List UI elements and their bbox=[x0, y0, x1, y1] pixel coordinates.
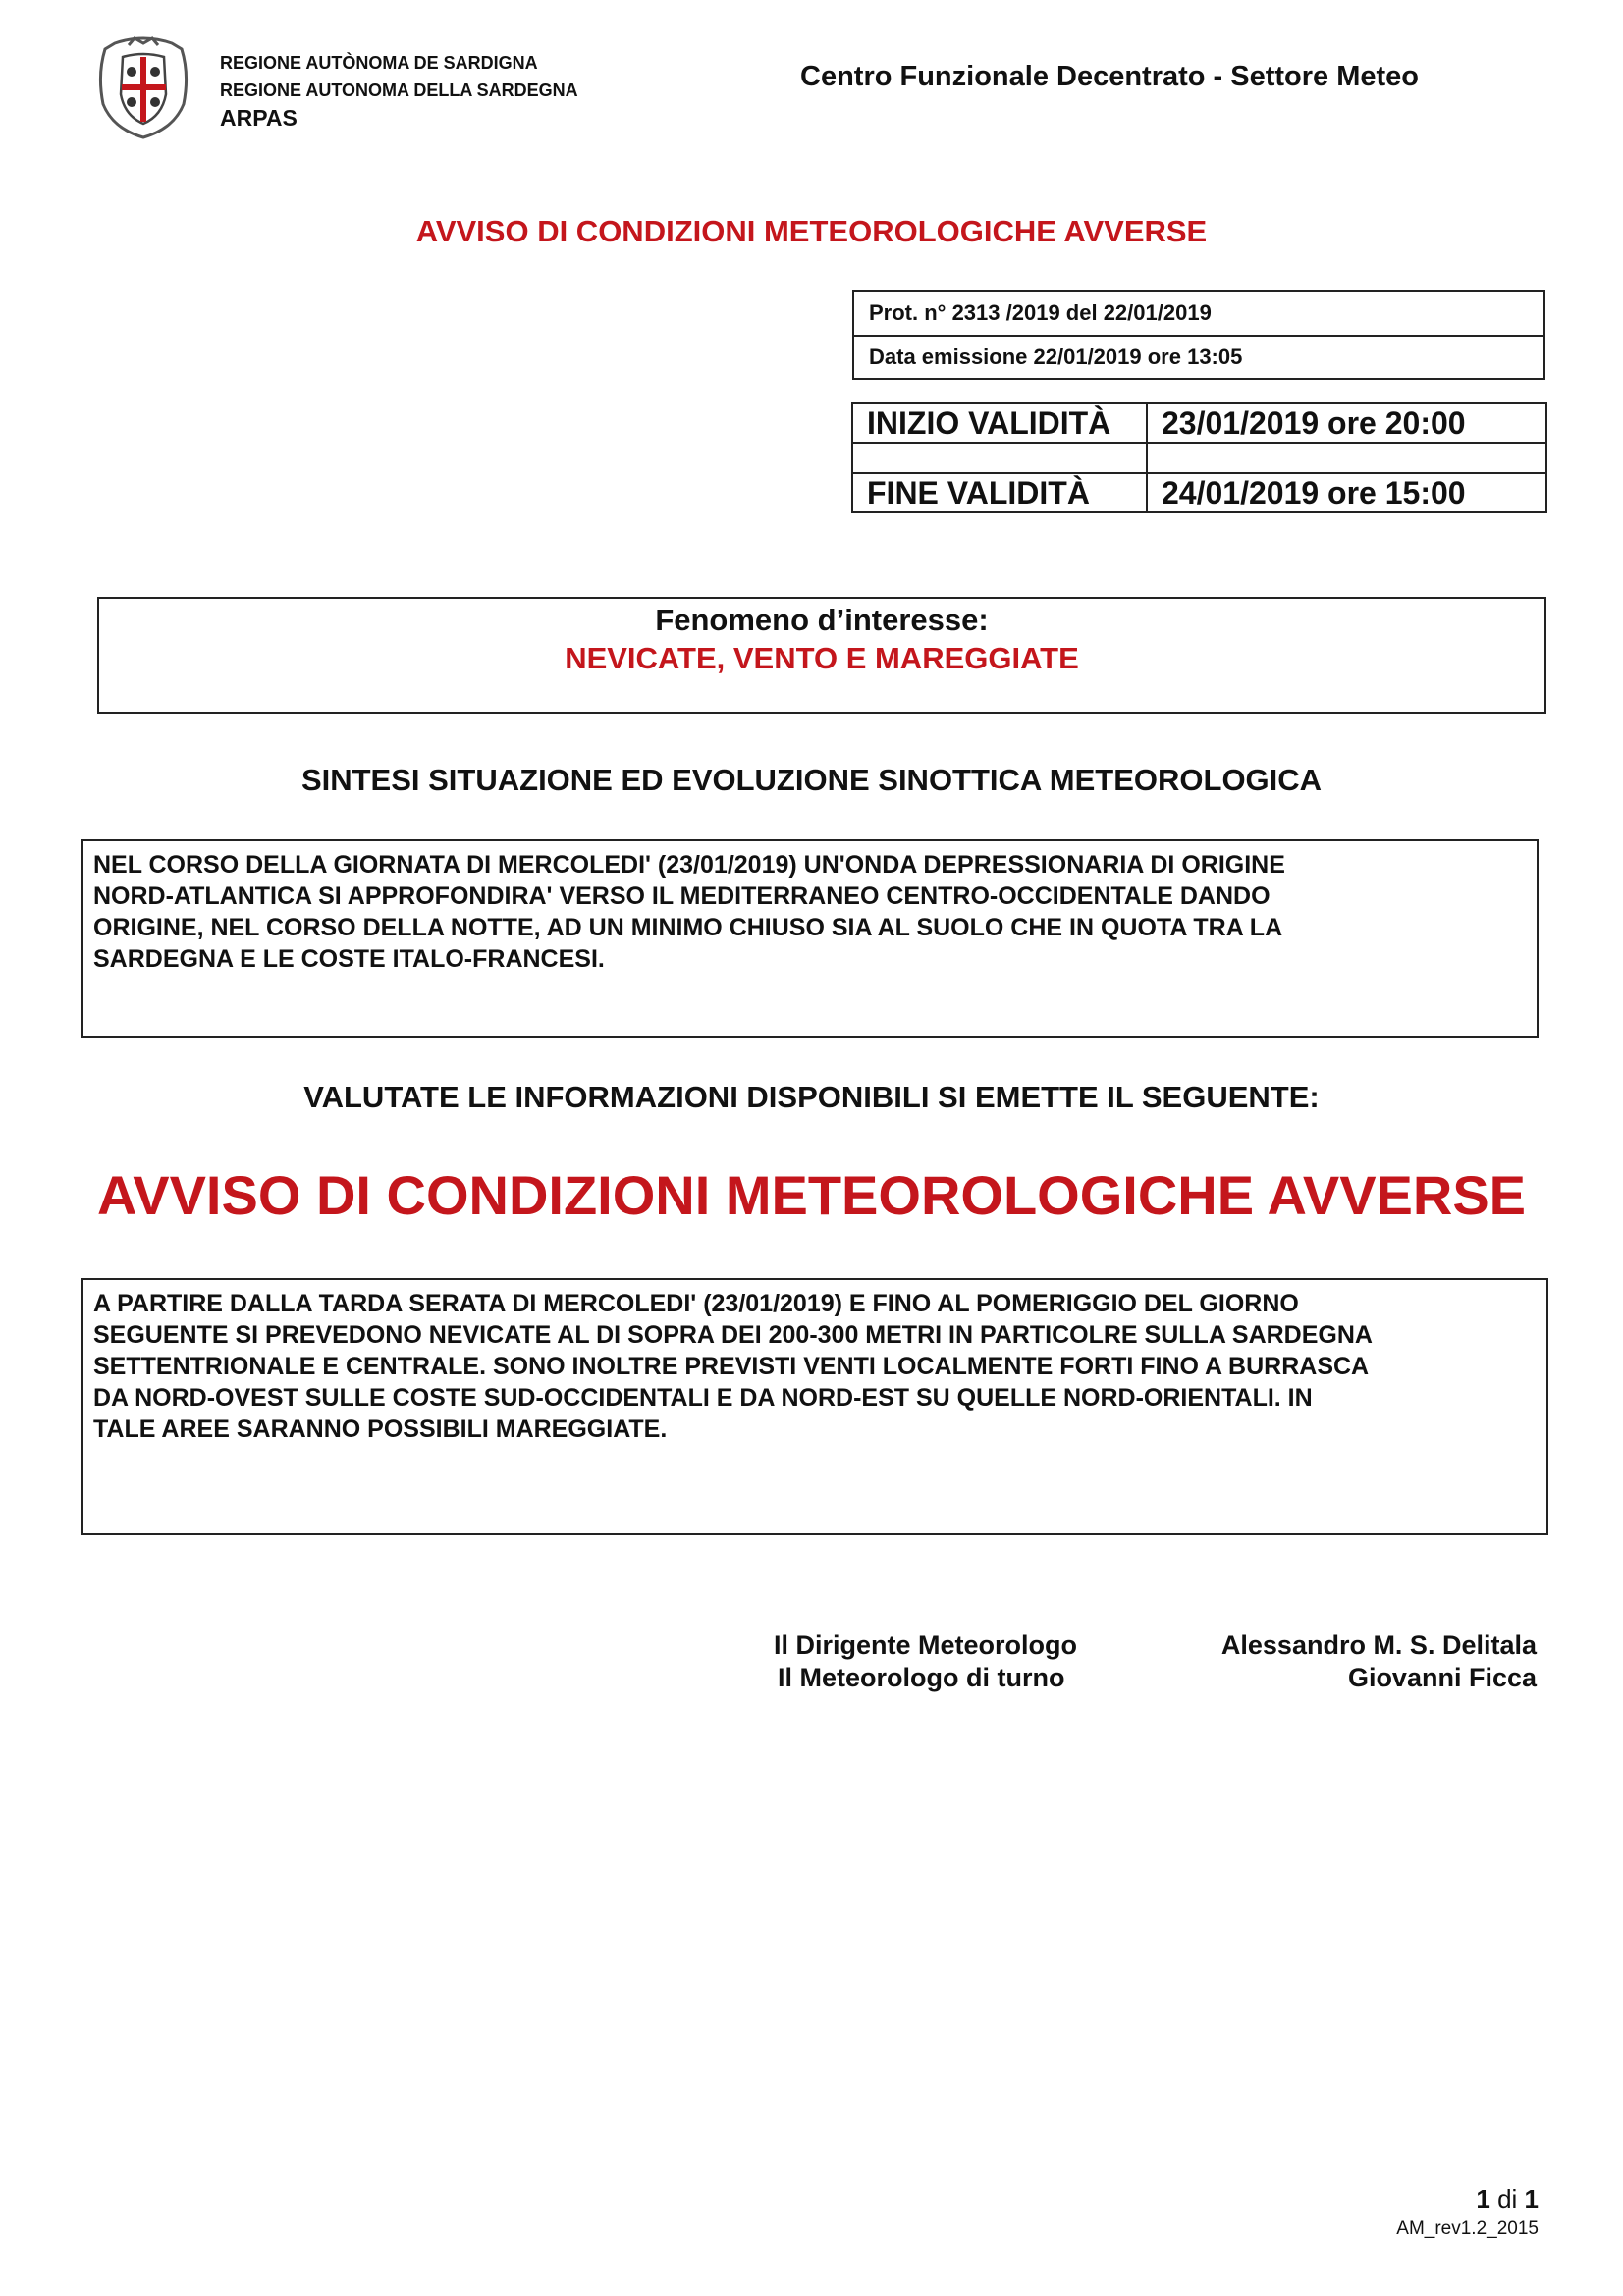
agency-name: ARPAS bbox=[220, 105, 298, 131]
signature-names bbox=[1129, 1629, 1537, 1694]
validity-end-label: FINE VALIDITÀ bbox=[852, 473, 1147, 512]
signature-roles bbox=[774, 1629, 1098, 1694]
notice-line: DA NORD-OVEST SULLE COSTE SUD-OCCIDENTALI E DA NORD-EST SU QUELLE NORD-ORIENTALI. IN bbox=[93, 1384, 1313, 1412]
synopsis-line: NORD-ATLANTICA SI APPROFONDIRA' VERSO IL MEDITERRANEO CENTRO-OCCIDENTALE DANDO bbox=[93, 882, 1271, 910]
notice-line: SEGUENTE SI PREVEDONO NEVICATE AL DI SOPRA DEI 200-300 METRI IN PARTICOLRE SULLA SARDEGNA bbox=[93, 1321, 1373, 1349]
page-separator: di bbox=[1489, 2184, 1525, 2214]
notice-line: A PARTIRE DALLA TARDA SERATA DI MERCOLEDI' (23/01/2019) E FINO AL POMERIGGIO DEL GIORNO bbox=[93, 1290, 1299, 1317]
validity-start-value: 23/01/2019 ore 20:00 bbox=[1147, 403, 1546, 443]
protocol-box bbox=[852, 290, 1545, 380]
signature-name-duty: Giovanni Ficca bbox=[1347, 1663, 1537, 1692]
notice-box bbox=[81, 1278, 1548, 1535]
page-current: 1 bbox=[1476, 2184, 1490, 2214]
page-title: AVVISO DI CONDIZIONI METEOROLOGICHE AVVERSE bbox=[415, 214, 1208, 248]
signature-name-director: Alessandro M. S. Delitala bbox=[1220, 1630, 1537, 1660]
region-name-sardinian: REGIONE AUTÒNOMA DE SARDIGNA bbox=[220, 53, 538, 73]
validity-end-value: 24/01/2019 ore 15:00 bbox=[1147, 473, 1546, 512]
emission-date: Data emissione 22/01/2019 ore 13:05 bbox=[854, 335, 1543, 378]
statement-heading: VALUTATE LE INFORMAZIONI DISPONIBILI SI EMETTE IL SEGUENTE: bbox=[303, 1080, 1320, 1114]
notice-line: SETTENTRIONALE E CENTRALE. SONO INOLTRE PREVISTI VENTI LOCALMENTE FORTI FINO A BURRASCA bbox=[93, 1353, 1370, 1380]
sardinia-coat-of-arms-icon bbox=[95, 35, 191, 141]
phenomenon-box bbox=[97, 597, 1546, 714]
phenomenon-label: Fenomeno d’interesse: bbox=[655, 603, 989, 637]
synopsis-heading: SINTESI SITUAZIONE ED EVOLUZIONE SINOTTICA METEOROLOGICA bbox=[300, 763, 1323, 797]
signature-role-director: Il Dirigente Meteorologo bbox=[774, 1630, 1078, 1660]
synopsis-line: ORIGINE, NEL CORSO DELLA NOTTE, AD UN MINIMO CHIUSO SIA AL SUOLO CHE IN QUOTA TRA LA bbox=[93, 914, 1283, 941]
synopsis-line: SARDEGNA E LE COSTE ITALO-FRANCESI. bbox=[93, 945, 605, 973]
document-revision: AM_rev1.2_2015 bbox=[1396, 2218, 1539, 2239]
phenomenon-value: NEVICATE, VENTO E MAREGGIATE bbox=[565, 641, 1079, 675]
notice-line: TALE AREE SARANNO POSSIBILI MAREGGIATE. bbox=[93, 1415, 668, 1443]
synopsis-box bbox=[81, 839, 1539, 1038]
synopsis-line: NEL CORSO DELLA GIORNATA DI MERCOLEDI' (23/01/2019) UN'ONDA DEPRESSIONARIA DI ORIGINE bbox=[93, 851, 1285, 879]
page-number bbox=[1476, 2184, 1539, 2215]
signature-role-duty: Il Meteorologo di turno bbox=[778, 1663, 1065, 1692]
validity-table bbox=[851, 402, 1547, 513]
region-name-italian: REGIONE AUTONOMA DELLA SARDEGNA bbox=[220, 80, 578, 100]
notice-title: AVVISO DI CONDIZIONI METEOROLOGICHE AVVERSE bbox=[96, 1164, 1527, 1226]
center-title: Centro Funzionale Decentrato - Settore Meteo bbox=[800, 61, 1420, 92]
page-total: 1 bbox=[1524, 2184, 1539, 2214]
validity-start-label: INIZIO VALIDITÀ bbox=[852, 403, 1147, 443]
protocol-number: Prot. n° 2313 /2019 del 22/01/2019 bbox=[869, 300, 1212, 325]
